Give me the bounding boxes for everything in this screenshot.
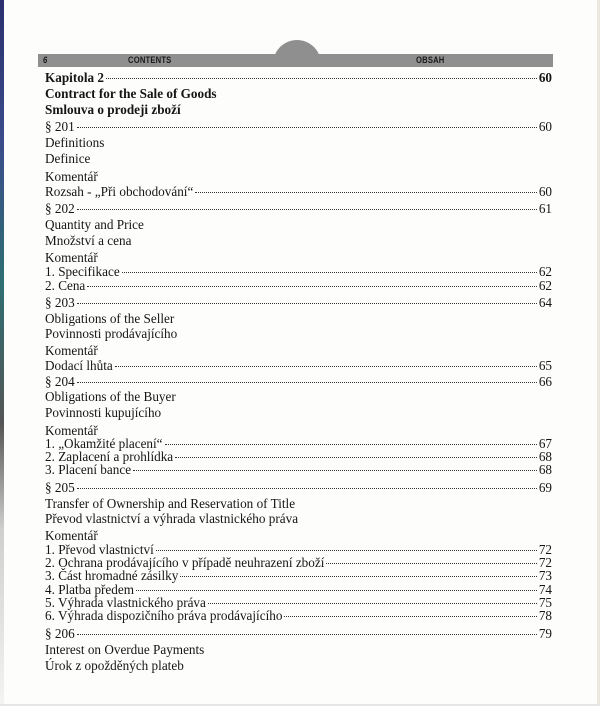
chapter-label: Kapitola 2 [45,70,104,85]
commentary-label: 3. Část hromadné zásilky [45,568,179,583]
toc-section-203[interactable] [45,295,552,311]
section-number: § 202 [45,201,75,216]
leader-dots [180,566,537,577]
header-bar [38,54,553,67]
leader-dots [195,182,536,193]
commentary-heading: Komentář [45,250,98,265]
chapter-title-cs: Smlouva o prodeji zboží [45,102,181,117]
toc-commentary-entry[interactable] [45,278,552,294]
page-ref: 69 [538,480,552,495]
page-ref: 61 [538,201,552,216]
page-ref: 67 [538,436,552,451]
commentary-label: 2. Cena [45,278,86,293]
section-title-en: Transfer of Ownership and Reservation of Title [45,496,296,511]
leader-dots [122,262,537,273]
section-title-cs: Povinnosti prodávajícího [45,326,178,341]
leader-dots [77,117,537,128]
section-title-cs: Povinnosti kupujícího [45,405,162,420]
section-number: § 203 [45,295,75,310]
commentary-label: 3. Placení bance [45,462,132,477]
leader-dots [156,540,537,551]
page-ref: 60 [538,70,552,85]
leader-dots [77,372,537,383]
page-ref: 60 [538,184,552,199]
toc-section-202[interactable] [45,201,552,217]
page-number: 6 [43,55,48,65]
leader-dots [77,624,537,635]
page-ref: 62 [538,278,552,293]
commentary-label: 2. Ochrana prodávajícího v případě neuhrazení zboží [45,555,325,570]
leader-dots [136,580,537,591]
leader-dots [208,593,537,604]
page-ref: 79 [538,626,552,641]
section-title-en: Quantity and Price [45,217,144,232]
leader-dots [284,606,536,617]
commentary-label: 6. Výhrada dispozičního práva prodávajícího [45,608,283,623]
toc-commentary-entry[interactable] [45,184,552,200]
commentary-heading: Komentář [45,423,98,438]
commentary-label: 4. Platba předem [45,582,134,597]
leader-dots [77,478,537,489]
section-number: § 205 [45,480,75,495]
commentary-label: 5. Výhrada vlastnického práva [45,595,206,610]
section-title-en: Obligations of the Seller [45,311,175,326]
commentary-label: Dodací lhůta [45,358,113,373]
toc-section-201[interactable] [45,119,552,135]
page-ref: 72 [538,542,552,557]
page-ref: 68 [538,462,552,477]
header-right-title: OBSAH [416,55,445,65]
leader-dots [77,199,537,210]
toc-chapter-entry[interactable] [45,70,552,86]
commentary-heading: Komentář [45,169,98,184]
leader-dots [326,553,536,564]
page-ref: 75 [538,595,552,610]
section-title-cs: Definice [45,151,91,166]
page-ref: 65 [538,358,552,373]
page-ref: 74 [538,582,552,597]
section-number: § 204 [45,374,75,389]
leader-dots [133,460,537,471]
page-ref: 73 [538,568,552,583]
toc-section-206[interactable] [45,626,552,642]
book-spine-edge [0,0,4,706]
page-ref: 72 [538,555,552,570]
page-ref: 62 [538,264,552,279]
page-ref: 78 [538,608,552,623]
section-title-en: Definitions [45,135,105,150]
commentary-heading: Komentář [45,528,98,543]
commentary-label: 1. „Okamžité placení“ [45,436,163,451]
toc-commentary-entry[interactable] [45,462,552,478]
commentary-label: 1. Specifikace [45,264,120,279]
commentary-label: 1. Převod vlastnictví [45,542,154,557]
section-title-en: Obligations of the Buyer [45,389,176,404]
leader-dots [106,68,537,79]
section-title-cs: Úrok z opožděných plateb [45,658,184,673]
section-number: § 206 [45,626,75,641]
page-ref: 66 [538,374,552,389]
section-title-cs: Převod vlastnictví a výhrada vlastnického práva [45,511,299,526]
page-ref: 60 [538,119,552,134]
header-left-title: CONTENTS [128,55,172,65]
page-ref: 68 [538,449,552,464]
section-title-cs: Množství a cena [45,233,132,248]
leader-dots [175,447,537,458]
leader-dots [87,276,537,287]
chapter-title-en: Contract for the Sale of Goods [45,86,217,101]
commentary-label: 2. Zaplacení a prohlídka [45,449,174,464]
commentary-label: Rozsah - „Při obchodování“ [45,184,194,199]
toc-section-204[interactable] [45,374,552,390]
section-number: § 201 [45,119,75,134]
toc-section-205[interactable] [45,480,552,496]
section-title-en: Interest on Overdue Payments [45,642,205,657]
leader-dots [165,434,537,445]
toc-commentary-entry[interactable] [45,608,552,624]
leader-dots [77,293,537,304]
leader-dots [115,356,537,367]
page-ref: 64 [538,295,552,310]
commentary-heading: Komentář [45,343,98,358]
